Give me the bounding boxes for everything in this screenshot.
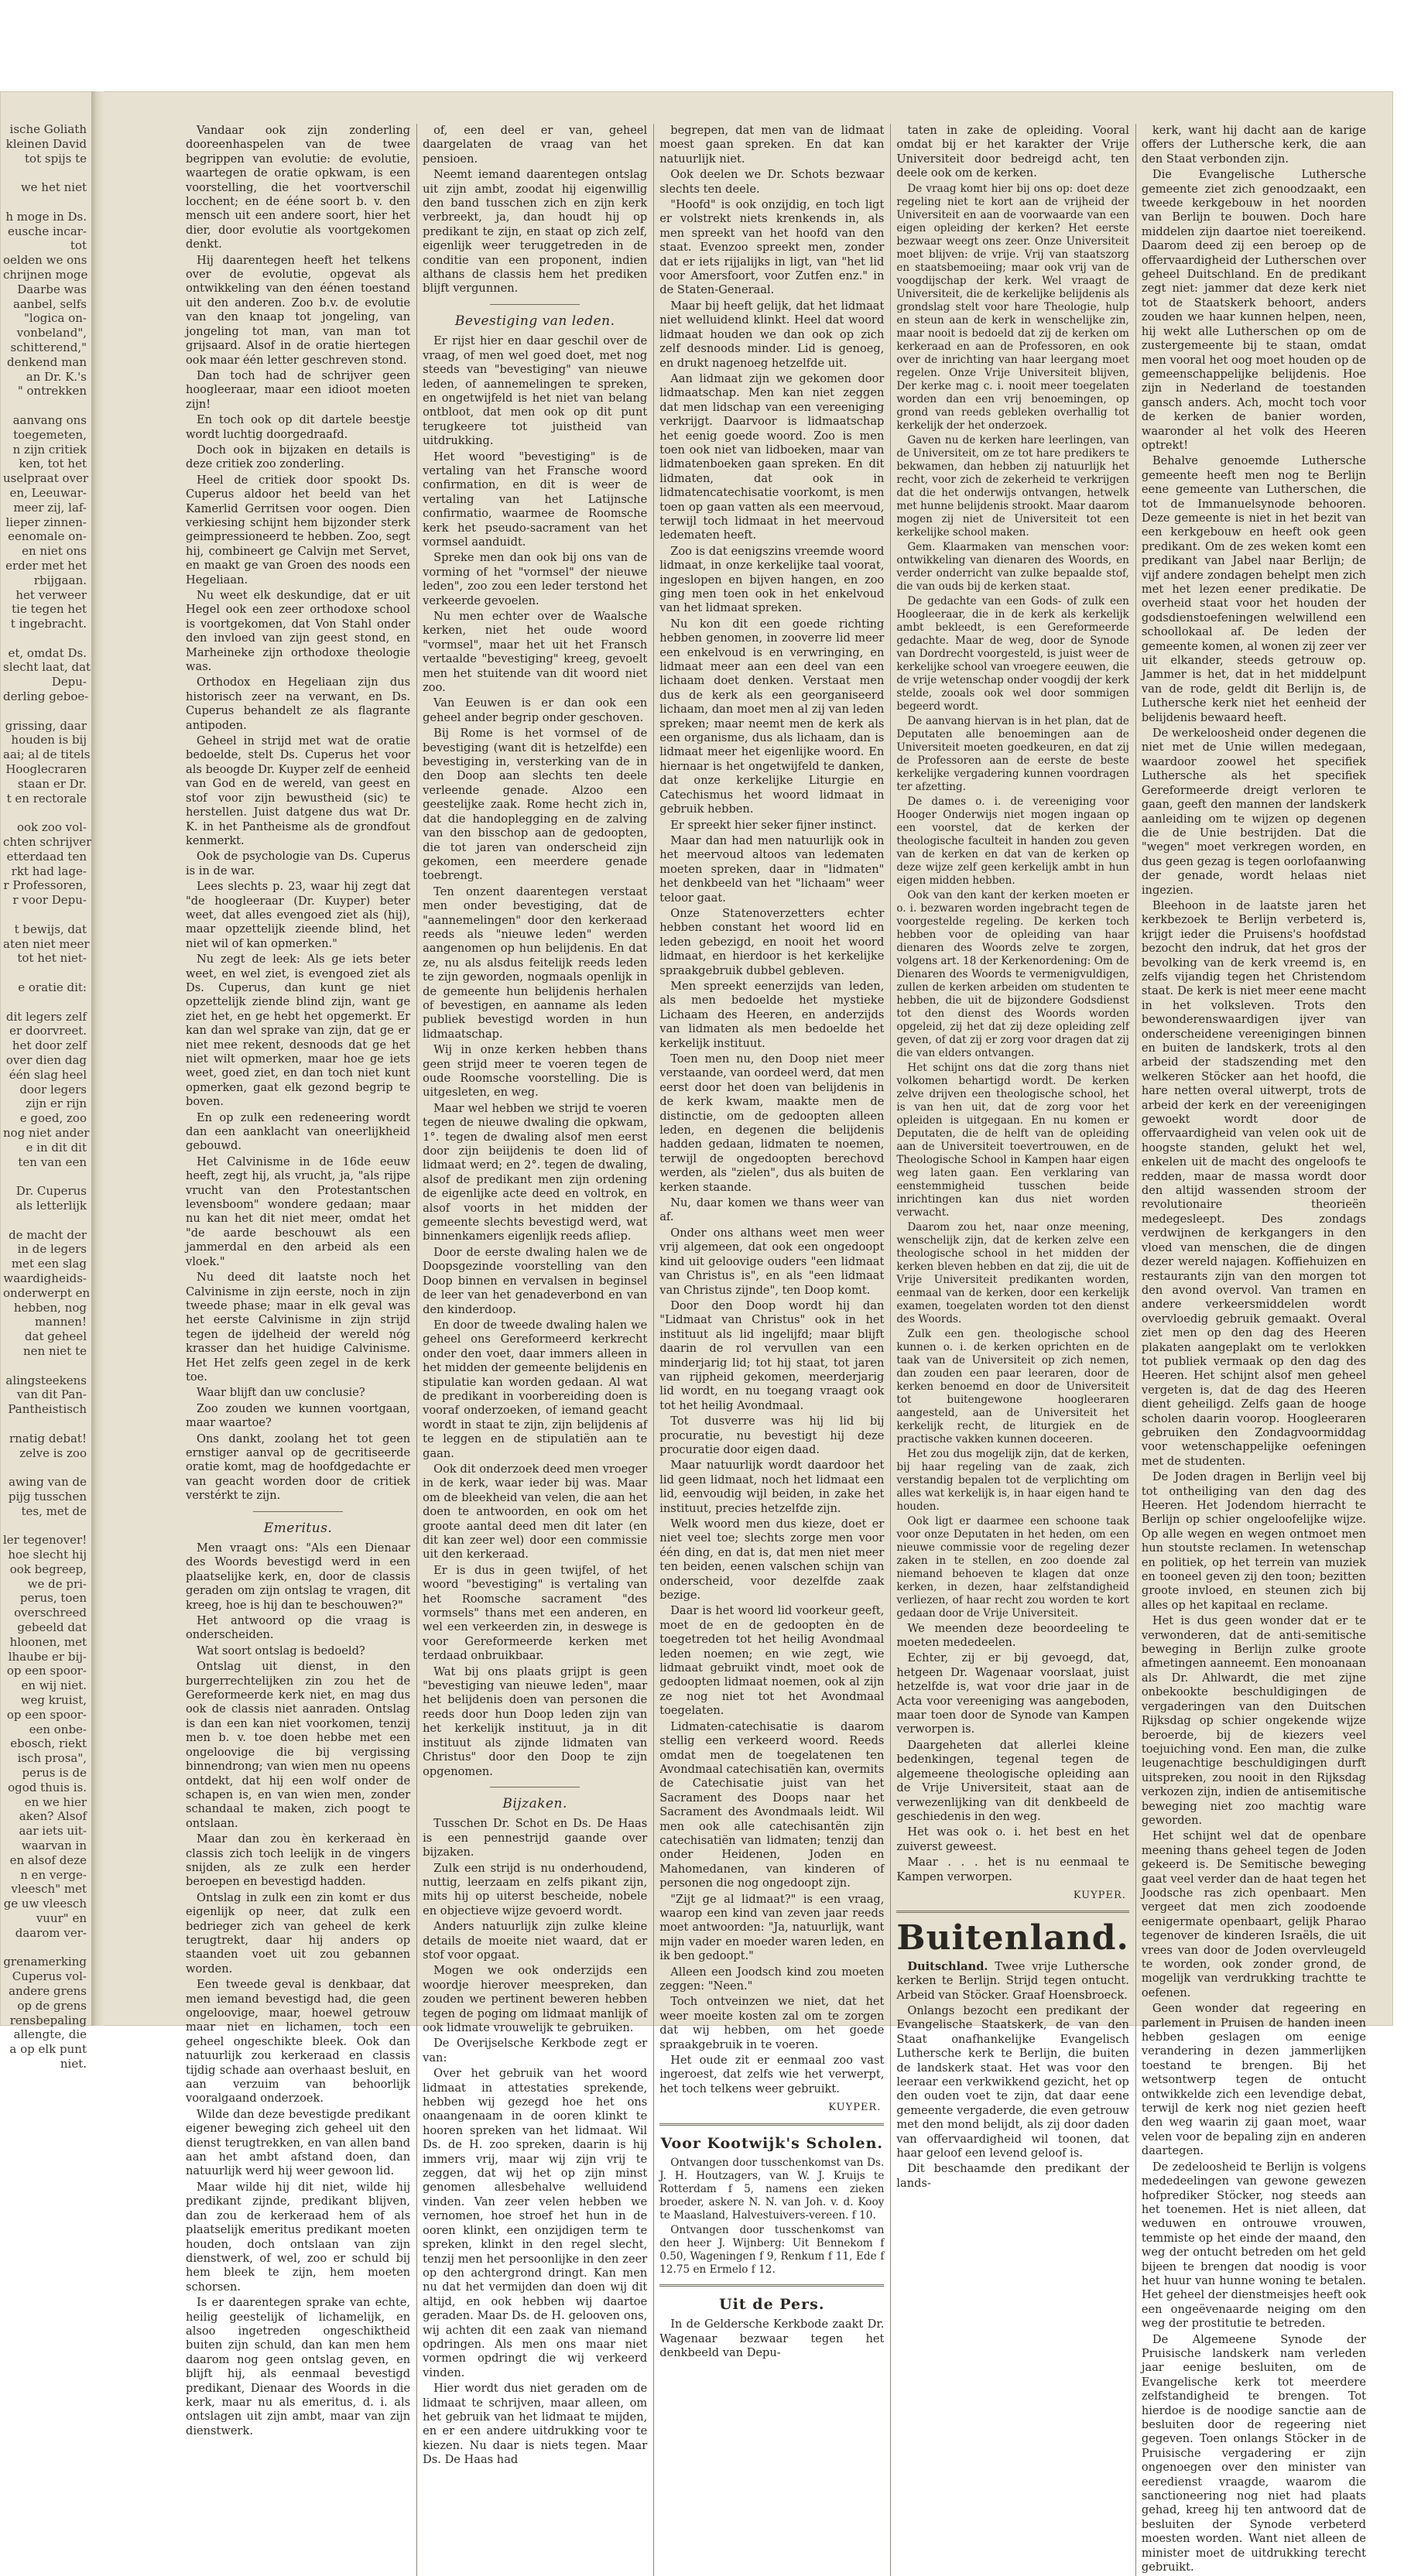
paragraph: Tusschen Dr. Schot en Ds. De Haas is een pennestrijd gaande over bijzaken.: [423, 1817, 648, 1859]
paragraph: Echter, zij er bij gevoegd, dat, hetgeen Dr. Wagenaar voorslaat, juist hetzelfde is, wat voor drie jaar in de Acta voor vereeniging was aangeboden, maar toen door de Synode van Kampen verworpen is.: [896, 1651, 1129, 1736]
paragraph: Dan toch had de schrijver geen hoogleeraar, maar een idioot moeten zijn!: [186, 368, 411, 411]
paragraph: Wat soort ontslag is bedoeld?: [197, 1644, 365, 1657]
gutter-line: ge uw vleesch: [3, 1897, 87, 1911]
paragraph: Toen men nu, den Doop niet meer verstaande, van oordeel werd, dat men eerst door het doen van belijdenis in de kerk kwam, maakte men de distinctie, om de gedoopten alleen leden, en degenen die belijdenis hadden gedaan, lidmaten te noemen, terwijl de ongedoopten berechovd werden, als "zielen", dus als buiten de kerken staande.: [659, 1052, 885, 1194]
gutter-line: [3, 1169, 87, 1184]
paragraph: Nu deed dit laatste noch het Calvinisme in zijn eerste, noch in zijn tweede phase; maar in elk geval was het eerste Calvinisme in zijn strijd tegen de ijdelheid der wereld nóg krasser dan het huidige Calvinisme. Het Het zelfs geen zegel in de kerk toe.: [186, 1271, 411, 1384]
paragraph: Ten onzent daarentegen verstaat men onder bevestiging, dat de "aannemelingen" door den kerkeraad reeds als "nieuwe leden" werden aangenomen op hun belijdenis. En dat ze, nu als alsdus feitelijk reeds leden te zijn geworden, nogmaals openlijk in de gemeente hun belijdenis herhalen of bevestigen, en aanname als leden publiek bevestigd worden in hun lidmaatschap.: [423, 884, 648, 1041]
paragraph: Neemt iemand daarentegen ontslag uit zijn ambt, zoodat hij eigenwillig den band tusschen zich en zijn kerk verbreekt, ja, dan houdt hij op predikant te zijn, en staat op zich zelf, eigenlijk weer teruggetreden in de conditie van een proponent, indien althans de classis hem het prediken blijft vergunnen.: [423, 168, 648, 296]
gutter-line: eusche incar-: [8, 224, 87, 238]
gutter-line: er doorvreet.: [9, 1024, 87, 1038]
gutter-line: ler tegenover!: [3, 1533, 87, 1548]
paragraph: In de Geldersche Kerkbode zaakt Dr. Wagenaar bezwaar tegen het denkbeeld van Depu-: [659, 2318, 885, 2360]
quoted-notice: [896, 183, 1129, 1620]
paragraph: Het antwoord op die vraag is onderscheiden.: [186, 1614, 411, 1642]
gutter-line: aai; al de titels: [3, 747, 91, 762]
gutter-line: vuur" en: [36, 1911, 87, 1926]
gutter-line: [3, 631, 87, 646]
gutter-line: derling geboe-: [3, 689, 89, 704]
gutter-line: nen niet te: [22, 1343, 87, 1358]
gutter-line: op een spoor-: [6, 1664, 87, 1678]
gutter-line: rbijgaan.: [33, 573, 87, 587]
column-4-after: [896, 1622, 1129, 1884]
gutter-line: staan er Dr.: [17, 776, 87, 791]
gutter-line: daarom ver-: [15, 1925, 87, 1940]
column-4-text: [896, 124, 1129, 181]
gutter-line: waardigheids-: [3, 1271, 87, 1285]
gutter-line: n zijn critiek: [12, 442, 87, 457]
buitenland-text: [896, 2004, 1129, 2191]
gutter-line: niet.: [60, 2056, 87, 2071]
paragraph: De vraag komt hier bij ons op: doet deze regeling niet te kort aan de vrijheid der Universiteit en aan de voorwaarde van een eigen opleiding der kerken? Het eerste bezwaar weegt ons zeer. Onze Universiteit moet blijven: de vrije. Vrij van staatszorg en staatsbemoeiing; maar ook vrij van de voogdijschap der kerk. Wel vraagt de Universiteit, die de kerkelijke belijdenis als grondslag stelt voor hare Theologie, hulp en steun aan de kerk in wenschelijke zin, maar nooit is bedoeld dat zij de kerken om kerkeraad en aan de Professoren, en ook over de inrichting van haar leergang moet regelen. Onze Vrije Universiteit blijven, Der kerke mag c. i. nooit meer toegelaten worden dan een vrij benoemingen, op grond van reeds gebleken overhallig tot kerkelijk der het onderzoek.: [896, 182, 1129, 432]
paragraph: Maar dan had men natuurlijk ook in het meervoud altoos van ledematen moeten spreken, daar in "lidmaten" het denkbeeld van het "lichaam" weer teloor gaat.: [659, 833, 885, 905]
signature-kuyper: KUYPER.: [828, 2102, 882, 2114]
article-columns: [186, 124, 1366, 2574]
paragraph: Zulk een gen. theologische school kunnen o. i. de kerken oprichten en de taak van de Universiteit op zich nemen, dan zouden een paar leeraren, door de kerken benoemd en door de Universiteit tot buitengewone hoogleeraren aangesteld, aan de Universiteit het kerkelijk recht, de liturgiek en de practische vakken kunnen doceeren.: [896, 1327, 1129, 1445]
gutter-line: op een spoor-: [6, 1707, 87, 1722]
paragraph: Maar natuurlijk wordt daardoor het lid geen lidmaat, noch het lidmaat een lid, eenvoudig wijl beiden, in zake het instituut, precies hetzelfde zijn.: [659, 1459, 885, 1515]
paragraph: Het is dus geen wonder dat er te verwonderen, dat de anti-semitische beweging in Berlijn zulke groote afmetingen aanneemt. Een monoanaan als Dr. Ahlwardt, die met zijne onbekookte beschuldigingen de vergaderingen van den Duitschen Rijksdag op schier ongekende wijze beroerde, bij de kiezers veel toejuiching vond. Een man, die zulke leugenachtige beschuldigingen durft uitspreken, zou nooit in den Rijksdag verkozen zijn, indien de antisemitische beweging niet zoo machtig ware geworden.: [1141, 1614, 1366, 1827]
paragraph: De gedachte van een Gods- of zulk een Hoogleeraar, die in de kerk als kerkelijk ambt bekleedt, is een Gereformeerde gedachte. Maar de weg, door de Synode van Dordrecht voorgesteld, is juist weer de kerkelijke school van vroegere eeuwen, die de vrije wetenschap onder voogdij der kerk stelde, zooals ook wel door sommigen begeerd wordt.: [896, 594, 1129, 713]
gutter-line: " ontrekken: [17, 384, 87, 399]
gutter-line: ook zoo vol-: [16, 820, 87, 835]
paragraph: Die Evangelische Luthersche gemeente ziet zich genoodzaakt, een tweede kerkgebouw in het noorden van Berlijn te bouwen. Doch hare middelen zijn daartoe niet toereikend. Daarom deed zij een beroep op de offervaardigheid der Lutherschen over geheel Duitschland. En de predikant zegt niet: jammer dat deze kerk niet tot de Staatskerk behoort, anders zouden we haar kunnen helpen, neen, hij wekt alle Lutherschen op om de zustergemeente bij te staan, omdat men vooral het oog moet houden op de gemeenschappelijke belijdenis. Hoe zijn in Nederland de toestanden gansch anders. Ach, mocht toch voor de kerken de banier worden, waaronder al het volk des Heeren optrekt!: [1141, 168, 1366, 452]
column-5-text: [1142, 124, 1366, 2574]
paragraph: Ontvangen door tusschenkomst van den heer J. Wijnberg: Uit Bennekom f 0.50, Wageningen f 9, Renkum f 11, Ede f 12.75 en Ermelo f 12.: [659, 2224, 885, 2277]
paragraph: Toch ontveinzen we niet, dat het weer moeite kosten zal om te zorgen dat wij hebben, om het goede spraakgebruik in te voeren.: [659, 1995, 885, 2051]
gutter-line: t en rectorale: [6, 791, 87, 806]
paragraph: Wilde dan deze bevestigde predikant eigener beweging zich geheel uit den dienst terugtrekken, en van allen band aan het ambt afstand doen, dan natuurlijk werd hij weer gewoon lid.: [186, 2107, 411, 2178]
paragraph: Het was ook o. i. het best en het zuiverst geweest.: [896, 1825, 1129, 1853]
gutter-line: r Professoren,: [3, 878, 87, 893]
column-2: [423, 124, 647, 2576]
paragraph: Dit beschaamde den predikant der lands-: [896, 2162, 1129, 2190]
paragraph: Nu zegt de leek: Als ge iets beter weet, en wel ziet, is evengoed ziet als Ds. Cuperus, dan kunt ge niet opzettelijk ziende blind zijn, want ge ziet het, en ge hebt het opgemerkt. Er kan dan wel sprake van zijn, dat ge er niet mee rekent, desnoods dat ge het niet wilt opmerken, maar hoe ge iets weet, goed ziet, en dan toch niet kunt opmerken, gaat elk gezond begrip te boven.: [186, 953, 411, 1109]
paragraph: Alleen een Joodsch kind zou moeten zeggen: "Neen.": [659, 1965, 885, 1993]
paragraph: Nu, daar komen we thans weer van af.: [659, 1196, 885, 1224]
gutter-line: vonbeland",: [16, 326, 87, 340]
paragraph: Mogen we ook onderzijds een woordje hierover meespreken, dan zouden we pertinent beweren hebben tegen de poging om lidmaat manlijk of ook lidmate vrouwelijk te gebruiken.: [423, 1964, 648, 2034]
paragraph: Waar blijft dan uw conclusie?: [197, 1386, 365, 1400]
gutter-line: e goed, zoo: [19, 1111, 87, 1126]
paragraph: Lees slechts p. 23, waar hij zegt dat "de hoogleeraar (Dr. Kuyper) beter weet, dat alles evengoed ziet als (hij), maar opzettelijk zieende blind, het niet wil of kan opmerken.": [186, 880, 411, 950]
paragraph: "Zijt ge al lidmaat?" is een vraag, waarop een kind van zeven jaar reeds moet antwoorden: "Ja, natuurlijk, want mijn vader en moeder waren leden, en ik ben gedoopt.": [659, 1892, 885, 1963]
kootwijk-text: [659, 2157, 884, 2277]
previous-page-edge-text: [3, 122, 92, 2071]
gutter-line: [3, 166, 87, 180]
gutter-line: aar iets uit-: [19, 1824, 87, 1839]
gutter-line: en alsof deze: [9, 1852, 87, 1867]
paragraph: Ook de psychologie van Ds. Cuperus is in de war.: [186, 850, 411, 877]
gutter-line: et, omdat Ds.: [8, 645, 87, 660]
gutter-line: n en verge-: [20, 1867, 87, 1882]
gutter-line: schitterend,": [10, 340, 87, 354]
gutter-line: [3, 704, 87, 719]
gutter-line: [3, 966, 87, 980]
gutter-line: tot het niet-: [17, 951, 87, 966]
bevestiging-text: [423, 334, 647, 1779]
gutter-line: perus is de: [22, 1766, 87, 1781]
gutter-line: en wij niet.: [21, 1678, 87, 1693]
buitenland-intro: [896, 1960, 1129, 2003]
paragraph: De zedeloosheid te Berlijn is volgens mededeelingen van gewone gewezen hofprediker Stöcker, nog steeds aan het toenemen. Het is niet alleen, dat weduwen en ontrouwe vrouwen, temmiste op het einde der maand, den weg der ontucht betreden om het geld bijeen te brengen dat noodig is voor het huur van hunne woning te betalen. Het geheel der dienstmeisjes heeft ook een ongeëvenaarde neiging om den weg der prostitutie te betreden.: [1141, 2160, 1366, 2331]
gutter-line: ook begreep,: [9, 1562, 87, 1576]
paragraph: Men vraagt ons: "Als een Dienaar des Woords bevestigd werd in een plaatselijke kerk, en, door de classis geraden om zijn ontslag te vragen, dit kreeg, hoe is hij dan te beschouwen?": [186, 1541, 411, 1612]
paragraph: Ook dit onderzoek deed men vroeger in de kerk, waar ieder bij was. Maar om de bleekheid van velen, die aan het doen te antwoorden, en ook om het groote aantal deed men dit later (en dit kan zeer wel) door een commissie uit den kerkeraad.: [423, 1462, 648, 1562]
gutter-line: kleinen David: [5, 136, 87, 151]
gutter-line: chrijnen moge: [3, 267, 88, 282]
gutter-line: uselpraat over: [3, 471, 89, 486]
paragraph: Van Eeuwen is er dan ook een geheel ander begrip onder geschoven.: [423, 696, 648, 724]
gutter-line: meer zij, laf-: [13, 500, 87, 515]
gutter-line: rensbepaling: [9, 2013, 87, 2027]
gutter-line: rkt had lage-: [11, 864, 87, 878]
gutter-line: aanbel, selfs: [13, 296, 87, 311]
gutter-line: het verweer: [15, 587, 87, 602]
paragraph: Doch ook in bijzaken en details is deze critiek zoo zonderling.: [186, 443, 411, 471]
paragraph: Nu weet elk deskundige, dat er uit Hegel ook een zeer orthodoxe school is voortgekomen, dat Von Stahl onder den invloed van zijn geest stond, en Marheineke zijn orthodoxe theologie was.: [186, 589, 411, 674]
gutter-line: etterdaad ten: [6, 849, 87, 864]
paragraph: Hier wordt dus niet geraden om de lidmaat te schrijven, maar alleen, om het gebruik van het lidmaat te mijden, en er een andere uitdrukking voor te kiezen. Nu daar is niets tegen. Maar Ds. De Haas had: [423, 2382, 648, 2467]
gutter-line: t bewijs, dat: [14, 922, 87, 936]
paragraph: Ook ligt er daarmee een schoone taak voor onze Deputaten in het heden, om een nieuwe commissie voor de regeling dezer zaken in te stellen, en zoo doende zal niemand behoeven te klagen dat onze kerken, in dezen, haar zelfstandigheid verliezen, of haar recht zou worden te kort gedaan door de Vrije Universiteit.: [896, 1514, 1129, 1620]
heading-bevestiging: Bevestiging van leden.: [454, 313, 615, 329]
paragraph: Is er daarentegen sprake van echte, heilig geestelijk of lichamelijk, en alsoo ingetreden ongeschiktheid buiten zijn schuld, dan kan men hem daarom nog geen ontslag geven, en blijft hij, als eenmaal bevestigd predikant, Dienaar des Woords in die kerk, maar nu als emeritus, d. i. als ontslagen uit zijn ambt, maar van zijn dienstwerk.: [186, 2296, 411, 2437]
gutter-line: r voor Depu-: [12, 893, 87, 908]
section-rule: [659, 2284, 884, 2287]
paragraph: Gem. Klaarmaken van menschen voor: ontwikkeling van dienaren des Woords, en verder onderricht van zulke bepaalde stof, die van ouds bij de kerken staat.: [896, 540, 1129, 593]
gutter-line: en niet ons: [22, 544, 87, 559]
paragraph: Ook van den kant der kerken moeten er o. i. bezwaren worden ingebracht tegen de voorgestelde regeling. De kerken toch hebben voor de opleiding van haar dienaren des Woords zelve te zorgen, volgens art. 18 der Kerkenordening: Om de Dienaren des Woords te vermenigvuldigen, zullen de kerken arbeiden om studenten te hebben, die uit de bijzondere Godsdienst tot den dienst des Woords worden opgeleid, zij het dat zij deze opleiding zelf geven, of dat zij er zorg voor dragen dat zij die van elders ontvangen.: [896, 888, 1129, 1059]
section-rule: [253, 1511, 343, 1512]
buitenland-subtitle: Twee vrije Luthersche kerken te Berlijn. Strijd tegen ontucht. Arbeid van Stöcker. Graaf Hoensbroeck.: [896, 1959, 1129, 2002]
binding-spine: [91, 91, 104, 2026]
gutter-line: tot: [70, 238, 87, 253]
heading-uit-de-pers: Uit de Pers.: [719, 2296, 825, 2314]
gutter-line: e in dit dit: [26, 1140, 87, 1155]
gutter-line: met een slag: [11, 1257, 87, 1271]
section-rule: [659, 2123, 884, 2126]
paragraph: Er spreekt hier seker fijner instinct.: [670, 818, 877, 832]
gutter-line: perus, toen: [19, 1591, 87, 1606]
paragraph: Lidmaten-catechisatie is daarom stellig een verkeerd woord. Reeds omdat men de toegelatenen ten Avondmaal catechisatiën kan, overmits de Catechisatie juist van het Sacrament des Doops naar het Sacrament des Avondmaals leidt. Wil men ook alle catechisantën zijn catechisatiën van lidmaten; tenzij dan onder Heidenen, Joden en Mahomedanen, van kinderen of personen die nog ongedoopt zijn.: [659, 1719, 885, 1890]
paragraph: Maar wel hebben we strijd te voeren tegen de nieuwe dwaling die opkwam, 1°. tegen de dwaling alsof men eerst door zijn beiijdenis te doen lid of lidmaat werd; en 2°. tegen de dwaling, alsof de predikant men zijn ordening de eigenlijke acte deed en voltrok, en alsof voorts in het midden der gemeente slechts bevestigd werd, wat binnenkamers eigenlijk reeds afliep.: [423, 1101, 648, 1244]
paragraph: Nu kon dit een goede richting hebben genomen, in zooverre lid meer een enkelvoud is en verwringing, en lidmaat meer aan een deel van een lichaam doet denken. Verstaat men dus de kerk als een georganiseerd lichaam, dan moet men al zij van leden spreken; maar neemt men de kerk als een organisme, dus als lichaam, dan is lidmaat meer het eigenlijke woord. En hiernaar is het ongetwijfeld te danken, dat onze kerkelijke Liturgie en Catechismus het woord lidmaat in gebruik hebben.: [659, 617, 885, 816]
gutter-line: ogod thuis is.: [8, 1780, 87, 1794]
gutter-line: andere grens: [9, 1984, 87, 1998]
gutter-line: [3, 1359, 87, 1374]
gutter-line: gebeeld dat: [17, 1620, 87, 1635]
gutter-line: van dit Pan-: [16, 1387, 87, 1402]
paragraph: Het schijnt wel dat de openbare meening thans geheel tegen de Joden gekeerd is. De Semitische beweging gaat veel verder dan de haat tegen het Joodsche ras zich openbaart. Men vergeet dat men zich zoodoende eenigermate openbaart, gelijk Pharao tegenover de kinderen Israëls, die uit vrees van door de Joden overvleugeld te worden, ook zonder grond, de mogelijk van verdrukking trachtte te oefenen.: [1141, 1829, 1366, 2000]
gutter-line: tot spijs te: [25, 151, 87, 166]
gutter-line: aten niet meer: [3, 936, 90, 951]
gutter-line: mannen!: [34, 1315, 87, 1329]
paragraph: Zoo zouden we kunnen voortgaan, maar waartoe?: [186, 1401, 411, 1430]
gutter-line: vleesch" met: [11, 1882, 87, 1897]
gutter-line: Dr. Cuperus: [15, 1184, 87, 1199]
column-3: [659, 124, 884, 2576]
paragraph: Maar . . . het is nu eenmaal te Kampen verworpen.: [896, 1856, 1129, 1883]
paragraph: Bij Rome is het vormsel of de bevestiging (want dit is hetzelfde) een bevestiging in, versterking van de in den Doop aan slechts ten deele verleende genade. Alzoo een geestelijke zaak. Rome hecht zich in, dat die handoplegging en de zalving van den bisschop aan de gedoopten, die tot jaren van onderscheid zijn gekomen, een meerdere genade toebrengt.: [423, 727, 648, 883]
gutter-line: an Dr. K.'s: [26, 369, 87, 384]
gutter-line: overschreed: [14, 1606, 87, 1620]
paragraph: Zulk een strijd is nu onderhoudend, nuttig, leerzaam en zelfs pikant zijn, mits hij op uiterst bescheide, nobele en objectieve wijze gevoerd wordt.: [423, 1861, 648, 1917]
paragraph: En toch ook op dit dartele beestje wordt luchtig doorgedraafd.: [186, 413, 411, 441]
gutter-line: Depu-: [51, 675, 87, 689]
paragraph: kerk, want hij dacht aan de karige offers der Luthersche kerk, die aan den Staat verbonden zijn.: [1141, 124, 1366, 166]
paragraph: Ontslag uit dienst, in den burgerrechtelijken zin zou het de Gereformeerde kerk niet, en mag dus ook de classis niet aanraden. Ontslag is dan een kan niet voorkomen, tenzij men b. v. toe doen hebbe met een ongeloovige die bij vergissing binnendrong; van wien men nu opeens ontdekt, dat hij een wolf onder de schapen is, en van wien men, zonder schandaal te maken, zich poogt te ontslaan.: [186, 1660, 411, 1830]
gutter-line: toegemeten,: [13, 427, 87, 442]
paragraph: Spreke men dan ook bij ons van de vorming of het "vormsel" der nieuwe leden", zoo zou een leder terstond het verkeerde gevoelen.: [423, 551, 648, 607]
gutter-line: slecht laat, dat: [3, 660, 91, 675]
gutter-line: in de legers: [17, 1242, 87, 1257]
gutter-line: [3, 995, 87, 1010]
gutter-line: en, Leeuwar-: [9, 485, 87, 500]
gutter-line: de macht der: [9, 1227, 87, 1242]
gutter-line: aanvang ons: [12, 412, 87, 427]
column-1-text: [186, 124, 410, 1504]
paragraph: Over het gebruik van het woord lidmaat in attestaties sprekende, hebben wij gezegd hoe het ons onaangenaam in de ooren klinkt te hooren spreken van het lidmaat. Wil Ds. de H. zoo spreken, daarin is hij immers vrij, maar wij zijn vrij te zeggen, dat wij het op zijn minst genomen allesbehalve welluidend vinden. Van zeer velen hebben we vernomen, hoe stroef het hun in de ooren klinkt, een onzijdigen term te spreken, klinkt in den regel slecht, tenzij men het persoonlijke in den zeer op den achtergrond dringt. Kan men nu dat het vermijden dan doen wij dit altijd, en ook hebben wij daartoe geraden. Maar Ds. de H. gelooven ons, wij achten dit een zaak van niemand opdringen. Als men ons maar niet vormen opdringt die wij verkeerd vinden.: [423, 2067, 648, 2379]
paragraph: We meenden deze beoordeeling te moeten mededeelen.: [896, 1621, 1129, 1650]
paragraph: Daarom zou het, naar onze meening, wenschelijk zijn, dat de kerken zelve een theologische school in het midden der kerken bleven hebben en dat zij, die uit de Vrije Universiteit predikanten worden, eenmaal van de kerken, door een kerkelijk examen, toegelaten worden tot den dienst des Woords.: [896, 1220, 1129, 1326]
paragraph: Nu men echter over de Waalsche kerken, niet het oude woord "vormsel", maar het uit het Fransch vertaalde "bevestiging" kreeg, gevoelt men het stuitende van dit woord niet zoo.: [423, 610, 648, 695]
gutter-line: ische Goliath: [9, 122, 87, 136]
gutter-line: op de grens: [17, 1998, 87, 2013]
paragraph: Het zou dus mogelijk zijn, dat de kerken, bij haar regeling van de zaak, zich verstandig bepalen tot de verplichting om alles wat kerkelijk is, in haar eigen hand te houden.: [896, 1447, 1129, 1513]
column-4: [896, 124, 1129, 2576]
gutter-line: onderwerpt en: [3, 1285, 91, 1300]
gutter-line: waarvan in: [21, 1839, 87, 1853]
gutter-line: allengte, die: [13, 2027, 87, 2042]
gutter-line: over dien dag: [5, 1053, 87, 1067]
emeritus-text: [186, 1541, 410, 2438]
section-rule: [896, 1911, 1129, 1913]
paragraph: Het woord "bevestiging" is de vertaling van het Fransche woord confirmation, en dit is weer de vertaling van het Latijnsche confirmatio, waarmee de Roomsche kerk het pseudo-sacrament van het vormsel aanduidt.: [423, 450, 648, 549]
paragraph: Ontvangen door tusschenkomst van Ds. J. H. Houtzagers, van W. J. Kruijs te Rotterdam f 5, namens een zieken broeder, askere N. N. van Joh. v. d. Kooy te Maasland, Halvestuivers-vereen. f 10.: [659, 2157, 885, 2222]
gutter-line: a op elk punt: [9, 2042, 87, 2057]
gutter-line: [3, 195, 87, 210]
gutter-line: [3, 1941, 87, 1955]
paragraph: En op zulk een redeneering wordt dan een aanklacht van oneerlijkheid gebouwd.: [186, 1110, 411, 1153]
newspaper-page: [0, 91, 1393, 2574]
gutter-line: dat geheel: [24, 1329, 87, 1344]
gutter-line: "logica on-: [24, 311, 87, 326]
heading-bijzaken: Bijzaken.: [502, 1795, 567, 1811]
pers-text: [659, 2318, 884, 2360]
gutter-line: grissing, daar: [5, 718, 87, 733]
gutter-line: [3, 399, 87, 413]
paragraph: Het Calvinisme in de 16de eeuw heeft, zegt hij, als vrucht, ja, "als rijpe vrucht van den Protestantschen levensboom" wondere gedaan; maar nu kan het dit niet meer, omdat het "de aarde beschouwt als een jammerdal en den arbeid als een vloek.": [186, 1155, 411, 1268]
paragraph: Door de eerste dwaling halen we de Doopsgezinde voorstelling van den Doop binnen en vervalsen in beginsel de leer van het genadeverbond en van den kinderdoop.: [423, 1245, 648, 1316]
gutter-line: hloonen, met: [9, 1634, 87, 1649]
paragraph: Door den Doop wordt hij dan "Lidmaat van Christus" ook in het instituut als lid ingelijfd; maar blijft daarin de rol vervullen van een minderjarig lid; tot hij staat, tot jaren van rijpheid gekomen, meerderjarig lid wordt, en nu toegang vraagt ook tot het heilig Avondmaal.: [659, 1298, 885, 1412]
paragraph: De Overijselsche Kerkbode zegt er van:: [423, 2037, 648, 2065]
paragraph: Ontslag in zulk een zin komt er dus eigenlijk op neer, dat zulk een bedrieger zich van geheel de kerk terugtrekt, daar hij anders op staanden voet uit zou gebannen worden.: [186, 1890, 411, 1976]
gutter-line: ebosch, riekt: [10, 1736, 87, 1751]
paragraph: De werkeloosheid onder degenen die niet met de Unie willen medegaan, waardoor zoowel het specifiek Luthersche als het specifiek Gereformeerde dreigt verloren te gaan, geeft den mannen der landskerk aanleiding om te wijzen op degenen die de Unie bestrijden. Dat die "wegen" moet verkregen worden, en dus geen gezag is tegen oorlofaanwing der genade, wordt helaas niet ingezien.: [1141, 727, 1366, 897]
paragraph: De dames o. i. de vereeniging voor Hooger Onderwijs niet mogen ingaan op een voorstel, dat de kerken der theologische faculteit in handen zou geven van de kerken en dat van de kerken op deze wijze zelf geen kerkelijk ambt in hun eigen midden hebben.: [896, 795, 1129, 887]
gutter-line: Daarbe was: [17, 282, 87, 296]
paragraph: Onze Statenoverzetters echter hebben constant het woord lid en leden gebezigd, en nooit het woord lidmaat, en hierdoor is het kerkelijke spraakgebruik dubbel gebleven.: [659, 906, 885, 977]
gutter-line: zelve is zoo: [19, 1445, 87, 1460]
gutter-line: h moge in Ds.: [5, 209, 87, 224]
gutter-line: als letterlijk: [15, 1198, 87, 1213]
gutter-line: en we hier: [24, 1794, 87, 1809]
column-3-text: [659, 124, 884, 2096]
gutter-line: tie tegen het: [12, 602, 87, 617]
column-2-text: [423, 124, 647, 296]
paragraph: Wij in onze kerken hebben thans geen strijd meer te voeren tegen de oude Roomsche voorstelling. Die is uitgesleten, en weg.: [423, 1043, 648, 1100]
gutter-line: hebben, nog: [13, 1300, 87, 1315]
paragraph: Ons dankt, zoolang het tot geen ernstiger aanval op de gecritiseerde oratie komt, mag de hoofdgedachte er van geacht worden door de critiek verstérkt te zijn.: [186, 1432, 411, 1503]
gutter-line: we het niet: [20, 180, 87, 195]
paragraph: Heel de critiek door spookt Ds. Cuperus aldoor het beeld van het Kamerlid Gerritsen voor oogen. Dien verkiesing schijnt hem bijzonder sterk geimpressioneerd te hebben. Zoo, segt hij, combineert ge Calvijn met Servet, en maakt ge van Groen des noods een Hegeliaan.: [186, 473, 411, 587]
gutter-line: [3, 1213, 87, 1228]
gutter-line: ten van een: [18, 1155, 87, 1169]
section-rule: [490, 304, 580, 305]
paragraph: Men spreekt eenerzijds van leden, als men bedoelde het mystieke Lichaam des Heeren, en anderzijds van lidmaten als men bedoelde het kerkelijk instituut.: [659, 979, 885, 1050]
heading-buitenland: Buitenland.: [896, 1918, 1129, 1959]
paragraph: Onlangs bezocht een predikant der Evangelische Staatskerk, de van den Staat onafhankelijke Evangelisch Luthersche kerk te Berlijn, die buiten de landskerk staat. Het was voor den leeraar een verkwikkend gezicht, het op den ouden voet te zijn, dat daar eene gemeente vergaderde, die even getrouw met den mond belijdt, als zij door daden van offervaardigheid wil toonen, dat haar geloof een levend geloof is.: [896, 2003, 1129, 2160]
paragraph: Ook deelen we Dr. Schots bezwaar slechts ten deele.: [659, 168, 885, 196]
paragraph: Tot dusverre was hij lid bij procuratie, nu bevestigt hij deze procuratie door eigen daad.: [659, 1415, 885, 1456]
gutter-line: isch prosa",: [17, 1751, 87, 1766]
gutter-line: Pantheistisch: [8, 1402, 87, 1417]
gutter-line: een onbe-: [29, 1722, 87, 1736]
paragraph: "Hoofd" is ook onzijdig, en toch ligt er volstrekt niets krenkends in, als men spreekt van het hoofd van den staat. Evenzoo spreekt men, zonder dat er iets rijjalijks in ligt, van "het lid voor Amersfoort, voor Zutfen enz." in de Staten-Generaal.: [659, 198, 885, 297]
paragraph: Er rijst hier en daar geschil over de vraag, of men wel goed doet, met nog steeds van "bevestiging" van nieuwe leden, of aannemelingen te spreken, en ongetwijfeld is het niet van belang ontbloot, dat men ook op dit punt terugkeere tot juistheid van uitdrukking.: [423, 334, 648, 448]
gutter-line: lieper zinnen-: [5, 515, 87, 529]
gutter-line: we de pri-: [27, 1576, 87, 1591]
paragraph: Maar wilde hij dit niet, wilde hij predikant zijnde, predikant blijven, dan zou de kerkeraad hem of als plaatselijk emeritus predikant moeten houden, doch ontslaan van zijn dienstwerk, of wel, zoo er schuld bij hem bleek te zijn, hem moeten schorsen.: [186, 2180, 411, 2294]
gutter-line: eenomale on-: [8, 529, 87, 544]
gutter-line: t ingebracht.: [10, 617, 87, 631]
heading-emeritus: Emeritus.: [263, 1520, 333, 1536]
gutter-line: alingsteekens: [5, 1373, 87, 1387]
gutter-line: door legers: [19, 1082, 87, 1096]
paragraph: Welk woord men dus kieze, doet er niet veel toe; slechts zorge men voor één ding, en dat is, dat men niet meer ten beiden, eenen valschen schijn van onderscheid, voor dezelfde zaak bezige.: [659, 1517, 885, 1603]
gutter-line: houden is bij: [11, 733, 87, 747]
gutter-line: [3, 1417, 87, 1432]
gutter-line: denkend man: [7, 354, 87, 369]
paragraph: Maar dan zou èn kerkeraad èn classis zich toch leelijk in de vingers snijden, als ze zulk een herder beroepen en bevestigd hadden.: [186, 1832, 411, 1889]
gutter-line: pijg tusschen: [8, 1489, 87, 1504]
paragraph: of, een deel er van, geheel daargelaten de vraag van het pensioen.: [423, 124, 648, 166]
paragraph: Er is dus in geen twijfel, of het woord "bevestiging" is vertaling van het Roomsche sacrament "des vormsels" thans met een anderen, en wel een verkeerden zin, in deswege is voor Gereformeerde kerken met terdaad onbruikbaar.: [423, 1563, 648, 1663]
paragraph: Het oude zit er eenmaal zoo vast ingeroest, dat zelfs wie het verwerpt, het toch telkens weer gebruikt.: [659, 2054, 885, 2095]
paragraph: De Algemeene Synode der Pruisische landskerk nam verleden jaar eenige besluiten, om de Evangelische kerk tot meerdere zelfstandigheid te brengen. Tot hierdoe is de noodige sanctie aan de besluiten door de regeering niet gegeven. Toen onlangs Stöcker in de Pruisische vergadering er zijn ongenoegen over den minister van eeredienst vraagde, waarom die sanctioneering nog niet had plaats gehad, kreeg hij ten antwoord dat de besluiten der Synode verbeterd moesten worden. Want niet alleen de minister moet de uitdrukking terecht gebruikt.: [1141, 2332, 1366, 2574]
paragraph: begrepen, dat men van de lidmaat moest gaan spreken. En dat kan natuurlijk niet.: [659, 124, 885, 166]
gutter-line: het door zelf: [12, 1038, 87, 1053]
gutter-line: [3, 908, 87, 922]
buitenland-country: Duitschland.: [907, 1959, 988, 1973]
column-5: [1142, 124, 1366, 2576]
paragraph: Geheel in strijd met wat de oratie bedoelde, stelt Ds. Cuperus het voor als beoogde Dr. Kuyper zelf de eenheid van God en de wereld, van geest en stof voor zijn bewustheid (sic) te herstellen. Juist datgene dus wat Dr. K. in het Pantheisme als de grondfout kenmerkt.: [186, 734, 411, 847]
paragraph: En door de tweede dwaling halen we geheel ons Gereformeerd kerkrecht onder den voet, daar immers alleen in het midden der gemeente belijdenis en stipulatie kan worden gedaan. Al wat de predikant in voorbereiding doen is vooraf onderzoeken, of iemand geacht wordt in staat te zijn, zijn belijdenis af te leggen en de stipulatiën aan te gaan.: [423, 1318, 648, 1460]
paragraph: De Joden dragen in Berlijn veel bij tot ontheiliging van den dag des Heeren. Het Jodendom hierracht te Berlijn op schier ongeloofelijke wijze. Op alle wegen en wegen ontmoet men hun stoutste reclamen. In wetenschap en politiek, op het terrein van muziek en tooneel geven zij den toon; bezitten groote invloed, en steunen zich bij alles op het kapitaal en reclame.: [1141, 1470, 1366, 1612]
signature-kuyper: KUYPER.: [1073, 1889, 1126, 1901]
paragraph: Gaven nu de kerken hare leerlingen, van de Universiteit, om ze tot hare predikers te bekwamen, dan hebben zij natuurlijk het recht, voor zich de zekerheid te verkrijgen dat die het onderwijs ontvangen, hetwelk met hunne belijdenis strookt. Maar daarom mogen zij niet de Universiteit tot een kerkelijke school maken.: [896, 433, 1129, 539]
paragraph: Zoo is dat eenigszins vreemde woord lidmaat, in onze kerkelijke taal voorat, ingeslopen en bijven hangen, en zoo ging men toen ook in het enkelvoud van het lidmaat spreken.: [659, 544, 885, 615]
column-1: [186, 124, 410, 2576]
gutter-line: [3, 1519, 87, 1534]
paragraph: Vandaar ook zijn zonderling dooreenhaspelen van de twee begrippen van evolutie: de evolutie, waartegen de oratie opkwam, is een voorstelling, die het voortverschil locchent; en de ééne soort b. v. den mensch uit een andere soort, hier het dier, door evolutie als voortgekomen denkt.: [186, 124, 411, 251]
paragraph: taten in zake de opleiding. Vooral omdat bij er het karakter der Vrije Universiteit door bedreigd acht, ten deele ook om de kerken.: [896, 124, 1129, 180]
gutter-line: lhaube er bij-: [8, 1649, 87, 1664]
gutter-line: oelden we ons: [3, 253, 87, 268]
gutter-line: aken? Alsof: [19, 1809, 87, 1824]
gutter-line: rnatig debat!: [9, 1431, 87, 1445]
gutter-line: e oratie dit:: [18, 980, 87, 995]
paragraph: Maar bij heeft gelijk, dat het lidmaat niet welluidend klinkt. Heel dat woord lidmaat houden we dan ook op zich zelf desnoods minder. Lid is genoeg, en drukt nagenoeg hetzelfde uit.: [659, 299, 885, 370]
paragraph: Aan lidmaat zijn we gekomen door lidmaatschap. Men kan niet zeggen dat men lidschap van een vereeniging verkrijgt. Daarvoor is lidmaatschap het eenig goede woord. Zoo is men toen ook niet van lidboeken, maar van lidmatenboeken gaan spreken. En dit lidmaten, dat ook in lidmatencatechisatie voorkomt, is men toen op gaan vatten als een meervoud, terwijl toch lidmaat in het meervoud ledematen heeft.: [659, 371, 885, 542]
gutter-line: één slag heel: [9, 1067, 87, 1082]
gutter-line: [3, 1460, 87, 1475]
paragraph: De aanvang hiervan is in het plan, dat de Deputaten alle benoemingen aan de Universiteit moeten goedkeuren, en dat zij de Professoren aan de eerste de beste kerkelijke vergadering kunnen voordragen ter afzetting.: [896, 714, 1129, 793]
paragraph: Het schijnt ons dat die zorg thans niet volkomen behartigd wordt. De kerken zelve drijven een theologische school, het is van hen uit, dat de zorg voor het opleiden is uitgegaan. En nu komen er Deputaten, die de helft van de opleiding aan de Universiteit toevertrouwen, en de Theologische School in Kampen haar eigen weg laten gaan. Een verklaring van eenstemmigheid tusschen beide inrichtingen kan dus niet worden verwacht.: [896, 1061, 1129, 1219]
gutter-line: grenamerking: [3, 1955, 87, 1969]
gutter-line: Hooglecraren: [5, 762, 87, 777]
paragraph: Bleehoon in de laatste jaren het kerkbezoek te Berlijn verbeterd is, krijgt ieder die Pruisens's hoofdstad bezocht den indruk, dat het gros der bevolking van de kerk vreemd is, en zelfs vijandig tegen het Christendom staat. De kerk is niet meer eene macht in het volksleven. Trots den bewonderenswaardigen ijver van onderscheidene vereenigingen binnen en buiten de landskerk, trots al den arbeid der stadszending met den welkeren Stöcker aan het hoofd, die hare netten overal uitwerpt, trots de arbeid der kerk en der vereenigingen gewoekt wordt door de offervaardigheid van velen ook uit de hoogste standen, gelukt het wel, enkelen uit de macht des ongeloofs te redden, maar de massa wordt door den altijd wassenden stroom der revolutionaire theorieën medegesleept. Des zondags verdwijnen de kerkgangers in den vloed van menschen, die de dingen dezer wereld najagen. Koffiehuizen en restaurants zijn van den morgen tot den avond overvol. Van tramen en andere verkeersmiddelen wordt overvloedig gebruik gemaakt. Overal ziet men op den dag des Heeren plakaten aangeplakt om te verlokken tot publiek vermaak op den dag des Heeren. Het schijnt alsof men geheel vergeten is, dat de dag des Heeren dient geheiligd. Zelfs gaan de hooge scholen daarin voorop. Hoogleeraren gebruiken den Zondagvoormiddag voor wetenschappelijke oefeningen met de studenten.: [1141, 898, 1366, 1468]
gutter-line: erder met het: [5, 558, 87, 573]
gutter-line: tes, met de: [21, 1504, 87, 1518]
paragraph: Daar is het woord lid voorkeur geeft, moet de en de gedoopten èn de toegetreden tot het heilig Avondmaal leden noemen; en wie zegt, wie lidmaat gebruikt vindt, moet ook de gedoopten lidmaat noemen, ook al zijn ze nog niet tot het Avondmaal toegelaten.: [659, 1604, 885, 1718]
gutter-line: [3, 806, 87, 820]
gutter-line: nog niet ander: [3, 1125, 90, 1140]
gutter-line: weg kruist,: [20, 1693, 87, 1708]
paragraph: Daargeheten dat allerlei kleine bedenkingen, tegenal tegen de algemeene theologische opleiding aan de Vrije Universiteit, staat aan de verwezenlijking van dit denkbeeld de geschiedenis in den weg.: [896, 1738, 1129, 1823]
paragraph: Een tweede geval is denkbaar, dat men iemand bevestigd had, die geen ongeloovige, maar, hoewel getrouw maar niet en lichamen, toch een geheel ongeschikte bleek. Ook dan natuurlijk zou kerkeraad en classis tijdig schade aan overhaast besluit, en aan verzuim van behoorlijk vooralgaand onderzoek.: [186, 1978, 411, 2106]
gutter-line: hoe slecht hij: [8, 1548, 87, 1562]
paragraph: Onder ons althans weet men weer vrij algemeen, dat ook een ongedoopt kind uit geloovige ouders "een lidmaat van Christus is", en als "een lidmaat van Christus zijnde", ten Doop komt.: [659, 1226, 885, 1297]
paragraph: Hij daarentegen heeft het telkens over de evolutie, opgevat als ontwikkeling van den éénen toestand uit den anderen. Zoo b.v. de evolutie van den knaap tot jongeling, van jongeling tot man, van man tot grijsaard. Alsof in de oratie hiertegen ook maar één letter geschreven stond.: [186, 253, 411, 367]
gutter-line: chten schrijver: [3, 835, 92, 850]
paragraph: Anders natuurlijk zijn zulke kleine details de moeite niet waard, dat er stof voor opgaat.: [423, 1920, 648, 1962]
heading-kootwijk: Voor Kootwijk's Scholen.: [660, 2134, 884, 2152]
paragraph: Orthodox en Hegeliaan zijn dus historisch zeer na verwant, en Ds. Cuperus behandelt ze als flagrante antipoden.: [186, 676, 411, 732]
gutter-line: Cuperus vol-: [12, 1969, 87, 1984]
bijzaken-text: [423, 1817, 647, 2467]
paragraph: Behalve genoemde Luthersche gemeente heeft men nog te Berlijn eene gemeente van Lutherschen, die tot de Immanuelsynode behooren. Deze gemeente is niet in het bezit van een kerkgebouw en heeft ook geen predikant. Om de zes weken komt een predikant van Jabel naar Berlijn; de vijf andere zondagen behelpt men zich met het lezen eener predikatie. De overheid staat voor het houden der godsdienstoefeningen welwillend een schoollokaal af. De leden der gemeente komen, al wonen zij zeer ver uit elkander, steeds getrouw op. Jammer is het, dat in het middelpunt van de rode, geldt dit Berlijn is, de Luthersche kerk niet het eenheid der belijdenis bewaard heeft.: [1141, 454, 1366, 724]
gutter-line: dit legers zelf: [5, 1009, 87, 1024]
gutter-line: ken, tot het: [19, 457, 87, 471]
paragraph: Wat bij ons plaats grijpt is geen "bevestiging van nieuwe leden", maar het belijdenis doen van personen die reeds door hun Doop leden zijn van het kerkelijk instituut, ja in dit instituut als zijnde lidmaten van Christus" door den Doop te zijn opgenomen.: [423, 1664, 648, 1778]
gutter-line: awing van de: [9, 1475, 87, 1490]
paragraph: Geen wonder dat regeering en parlement in Pruisen de handen ineen hebben geslagen om eenige verandering in dezen jammerlijken toestand te brengen. Bij het wetsontwerp tegen de ontucht ontwikkelde zich een levendige debat, terwijl de kerk nog niet gezien heeft den weg waarin zij gaan moet, waar velen voor de bepaling zijn en anderen daartegen.: [1141, 2002, 1366, 2158]
gutter-line: zijn er rijn: [26, 1096, 87, 1111]
